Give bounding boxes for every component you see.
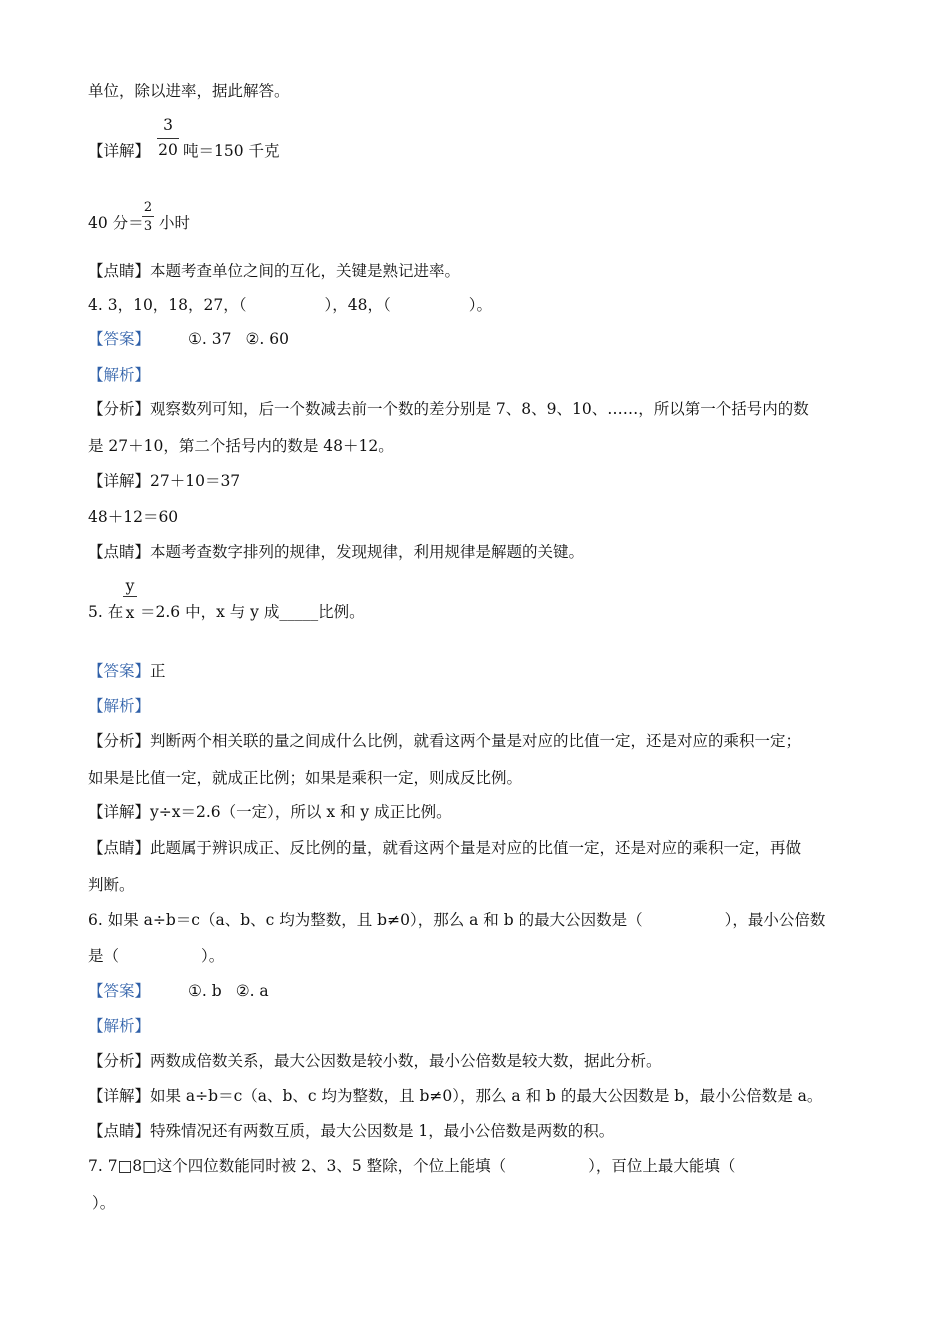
text-line: 48＋12＝60 [88,508,179,526]
note-line: 【点睛】本题考查数字排列的规律，发现规律，利用规律是解题的关键。 [88,543,585,561]
fraction-y-x [123,579,137,622]
question-6-cont [88,949,224,965]
fraction-denominator: 20 [157,138,179,159]
answer-tag: 【答案】 [88,330,151,348]
fraction-3-20 [157,118,179,159]
q4-part-c: ）。 [468,296,492,314]
fraction-2-3 [142,201,154,233]
fraction-denominator: 3 [142,216,154,233]
question-7-cont: ）。 [92,1194,116,1212]
q6-part-b: ），最小公倍数 [724,911,826,929]
text-line: 如果是比值一定，就成正比例；如果是乘积一定，则成反比例。 [88,769,523,787]
text-line: 5. 在 [88,603,124,621]
answer-line [88,664,166,680]
text-line: 小时 [159,214,191,232]
q4-part-b: ），48，（ [324,296,391,314]
text-line: 是 27＋10，第二个括号内的数是 48＋12。 [88,437,394,455]
fraction-numerator: y [125,577,135,595]
answer-value: 正 [150,662,166,680]
text-line: 单位，除以进率，据此解答。 [88,82,290,100]
analysis-tag: 【解析】 [88,1017,151,1035]
q6-part-a: 6. 如果 a÷b＝c（a、b、c 均为整数，且 b≠0），那么 a 和 b 的最大公因数是（ [88,911,643,929]
fraction-numerator: 3 [163,116,173,134]
text-line: 判断。 [88,876,135,894]
note-line: 【点睛】此题属于辨识成正、反比例的量，就看这两个量是对应的比值一定，还是对应的乘积一定，再做 [88,839,802,857]
analysis-tag: 【解析】 [88,366,151,384]
fraction-denominator: x [123,596,137,622]
question-4 [88,298,492,314]
question-6 [88,913,825,929]
answer-value-2: ②. a [235,982,269,1000]
question-7 [88,1159,735,1175]
text-line: 【详解】如果 a÷b＝c（a、b、c 均为整数，且 b≠0），那么 a 和 b 的最大公因数是 b，最小公倍数是 a。 [88,1087,823,1105]
analysis-tag: 【解析】 [88,697,151,715]
text-line: 【分析】两数成倍数关系，最大公因数是较小数，最小公倍数是较大数，据此分析。 [88,1052,662,1070]
detail-tag: 【详解】 [88,142,151,160]
answer-tag: 【答案】 [88,662,151,680]
note-line: 【点睛】本题考查单位之间的互化，关键是熟记进率。 [88,262,461,280]
answer-value-2: ②. 60 [245,330,289,348]
answer-value-1: ①. 37 [188,330,232,348]
fraction-numerator: 2 [143,200,153,215]
answer-line [88,332,289,348]
q4-part-a: 4. 3，10，18，27，（ [88,296,247,314]
answer-value-1: ①. b [188,982,222,1000]
text-line: 【分析】观察数列可知，后一个数减去前一个数的差分别是 7、8、9、10、……，所以第一个括号内的数 [88,400,809,418]
answer-line [88,984,269,1000]
q6-part-c: 是（ [88,947,120,965]
answer-tag: 【答案】 [88,982,151,1000]
text-line: 吨＝150 千克 [183,142,280,160]
q7-part-a: 7. 7□8□这个四位数能同时被 2、3、5 整除，个位上能填（ [88,1157,507,1175]
q7-part-b: ），百位上最大能填（ [588,1157,736,1175]
text-line: ＝2.6 中，x 与 y 成_____比例。 [140,603,365,621]
text-line: 40 分＝ [88,214,144,232]
note-line: 【点睛】特殊情况还有两数互质，最大公因数是 1，最小公倍数是两数的积。 [88,1122,615,1140]
text-line: 【分析】判断两个相关联的量之间成什么比例，就看这两个量是对应的比值一定，还是对应的乘积一定； [88,732,802,750]
text-line: 【详解】y÷x＝2.6（一定），所以 x 和 y 成正比例。 [88,803,452,821]
text-line: 【详解】27＋10＝37 [88,472,241,490]
q6-part-d: ）。 [201,947,225,965]
